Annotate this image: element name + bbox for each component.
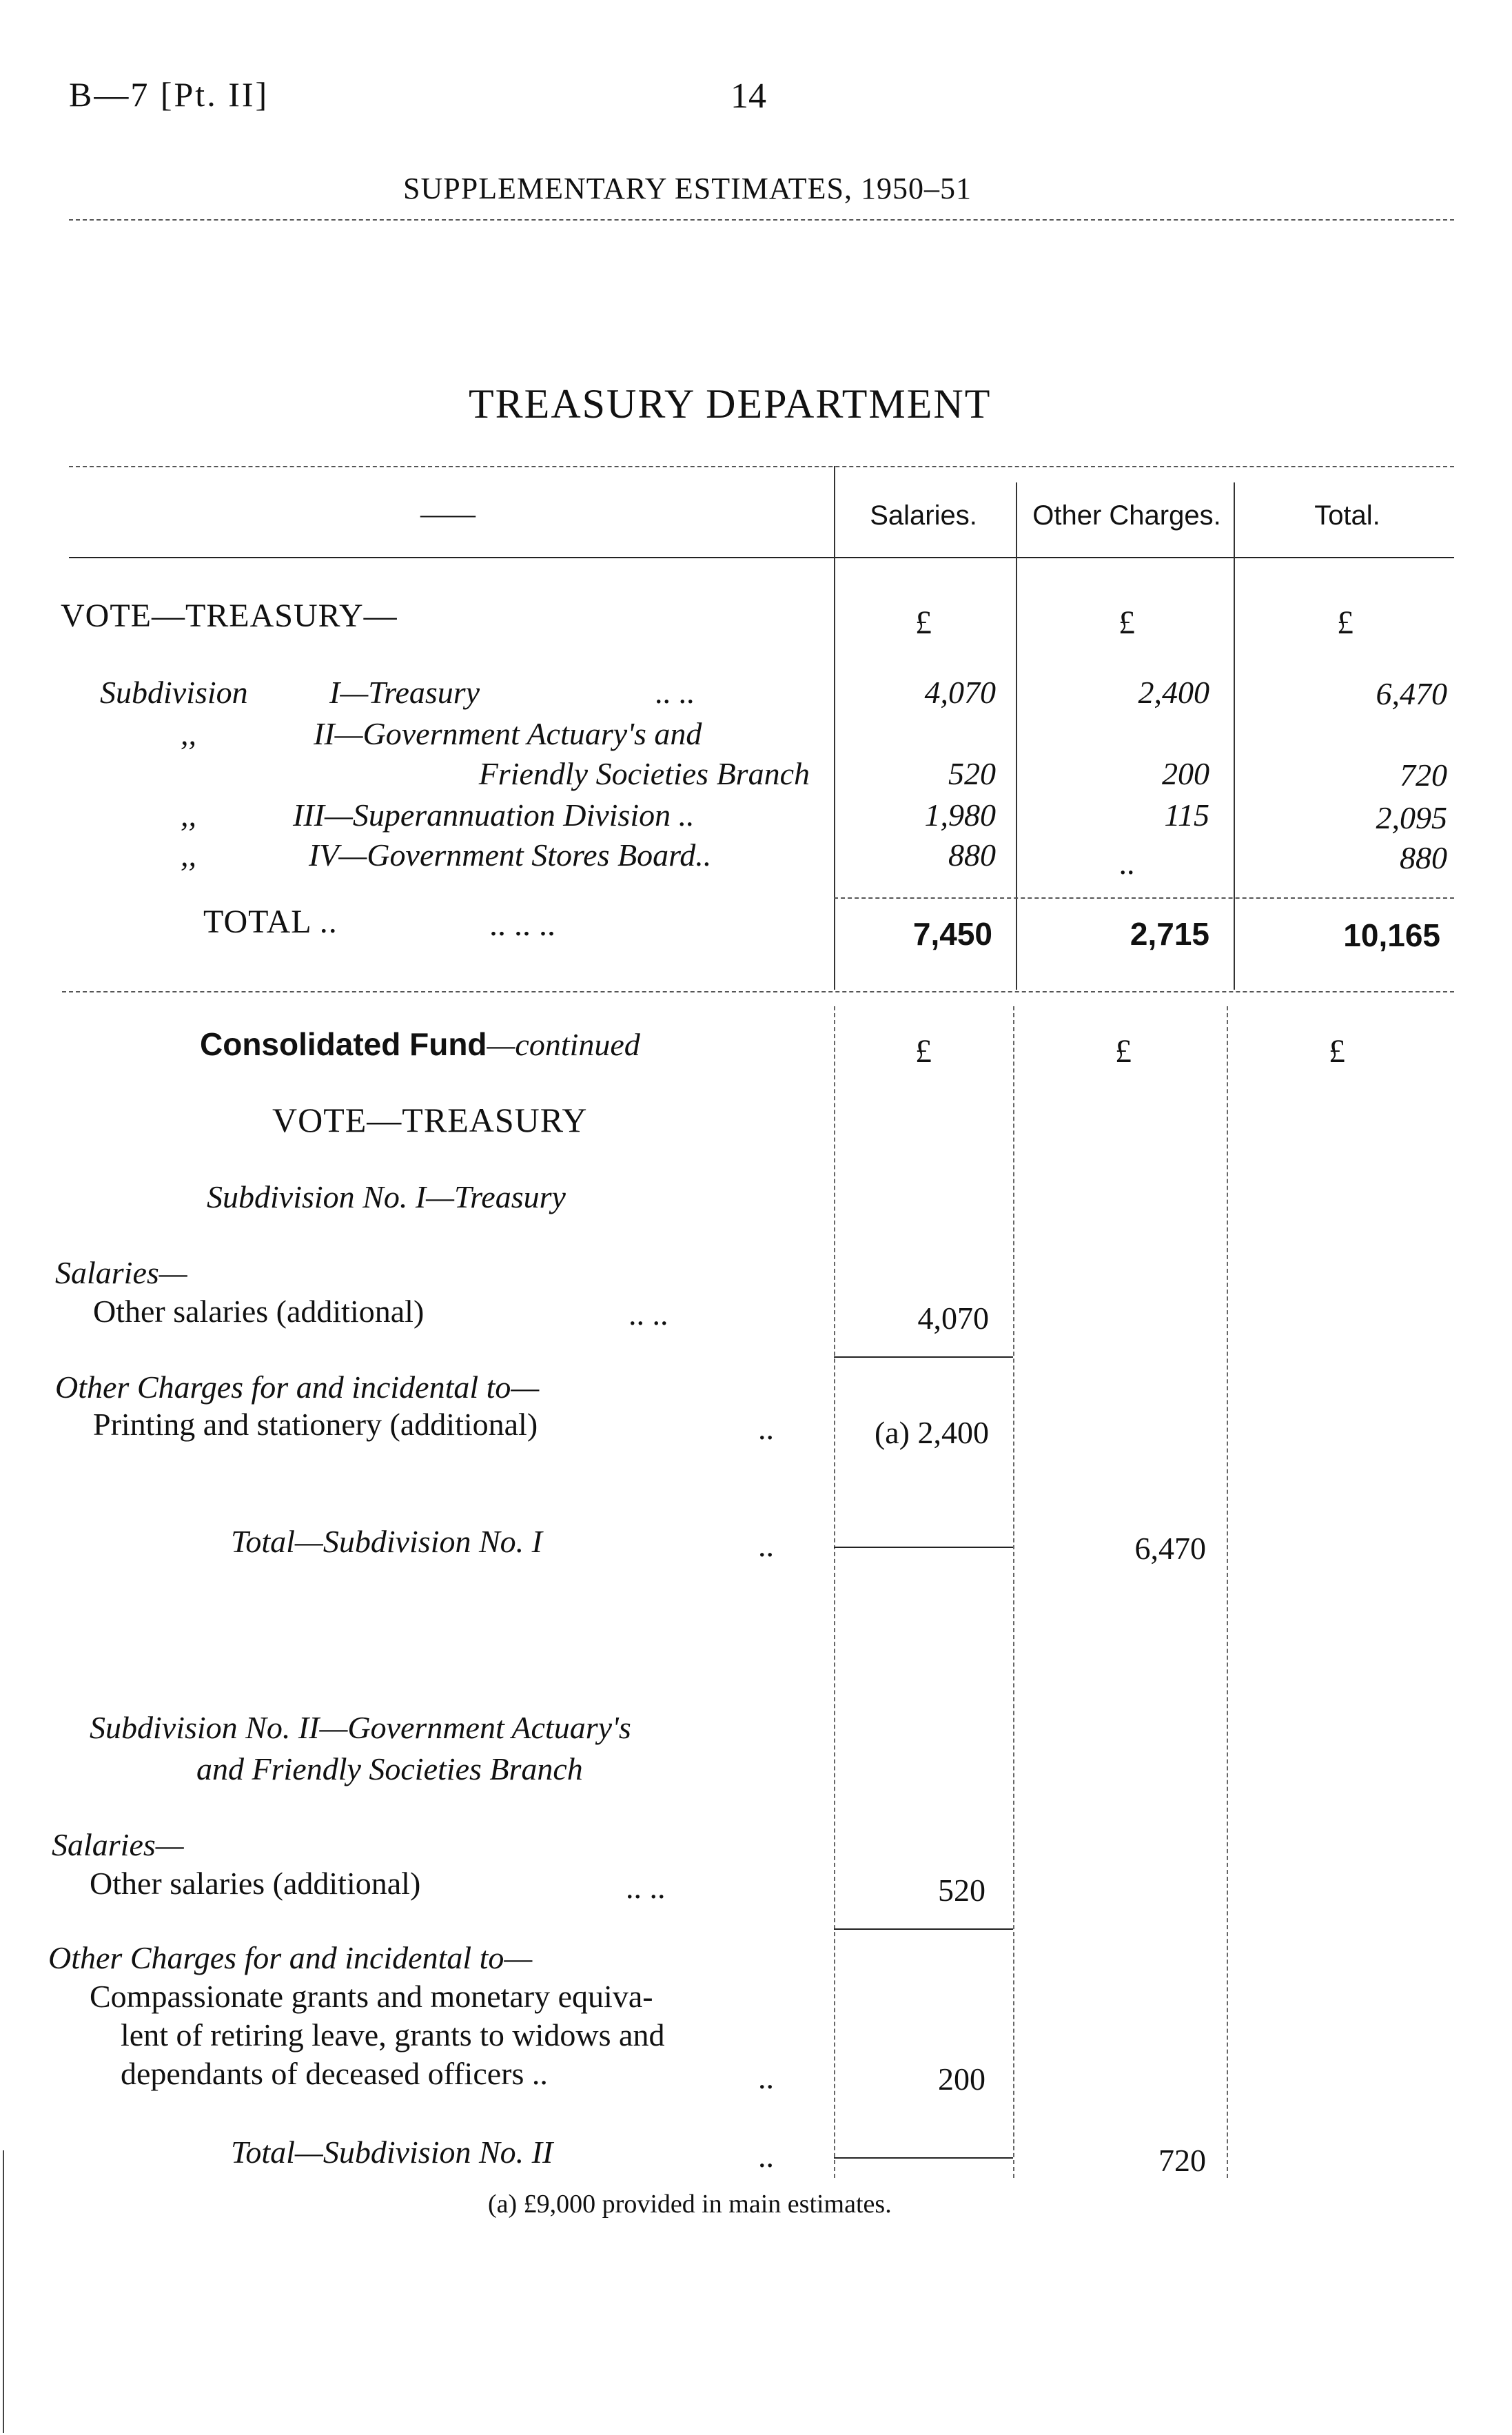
sub1-heading: Subdivision No. I—Treasury	[207, 1179, 566, 1214]
sub1-charges-dots: ..	[758, 1411, 774, 1446]
summary-row-salaries: 1,980	[924, 797, 996, 833]
fund-heading-italic: —continued	[487, 1027, 640, 1062]
summary-row-total: 6,470	[1376, 676, 1447, 711]
col-line-1	[834, 466, 835, 990]
summary-row-total: 880	[1400, 840, 1447, 875]
sub2-salaries-value: 520	[938, 1873, 985, 1908]
sub2-total-rule	[834, 2157, 1013, 2159]
sub2-charges-line2: lent of retiring leave, grants to widows and	[121, 2017, 665, 2052]
header-rule	[69, 219, 1454, 221]
summary-row-prefix: ,,	[181, 797, 196, 833]
summary-currency-salaries: £	[915, 604, 932, 641]
summary-row-label: III—Superannuation Division ..	[293, 797, 695, 833]
summary-currency-other: £	[1118, 604, 1135, 641]
fund-heading-bold: Consolidated Fund	[200, 1026, 487, 1062]
table-header-rule	[69, 557, 1454, 558]
detail-currency-other: £	[1115, 1033, 1132, 1070]
summary-row-salaries: 520	[948, 756, 996, 791]
col-line-3	[1234, 482, 1235, 990]
sub2-salaries-label: Salaries—	[52, 1827, 184, 1862]
summary-bottom-rule	[62, 991, 1454, 992]
summary-row-other: 115	[1164, 797, 1209, 833]
sub2-heading-line2: and Friendly Societies Branch	[196, 1751, 583, 1786]
summary-row-label: II—Government Actuary's and	[314, 716, 702, 751]
detail-col-line-1	[834, 1006, 835, 2178]
summary-row-total: 720	[1400, 757, 1447, 793]
summary-row-salaries: 4,070	[924, 675, 996, 710]
sub2-total-label: Total—Subdivision No. II	[231, 2135, 553, 2170]
summary-row-label-continued: Friendly Societies Branch	[478, 756, 810, 791]
sub1-charges-label: Other Charges for and incidental to—	[55, 1369, 540, 1405]
summary-total-salaries: 7,450	[912, 916, 992, 952]
summary-total-total: 10,165	[1343, 917, 1440, 953]
summary-vote-label: VOTE—TREASURY—	[61, 598, 398, 634]
col-header-salaries: Salaries.	[870, 500, 977, 531]
summary-row-dots: .. ..	[655, 675, 695, 710]
sub2-charges-label: Other Charges for and incidental to—	[48, 1940, 533, 1975]
sub1-total-label: Total—Subdivision No. I	[231, 1524, 542, 1559]
fund-heading	[200, 1026, 640, 1063]
document-code: B—7 [Pt. II]	[69, 75, 269, 114]
sub1-salaries-rule	[834, 1356, 1013, 1358]
detail-currency-total: £	[1329, 1033, 1345, 1070]
sub2-salaries-rule	[834, 1928, 1013, 1930]
sub1-salaries-label: Salaries—	[55, 1255, 187, 1290]
summary-row-total: 2,095	[1376, 800, 1447, 835]
summary-row-label: I—Treasury	[329, 675, 480, 710]
detail-currency-salaries: £	[915, 1033, 932, 1070]
summary-total-label: TOTAL ..	[203, 904, 338, 940]
detail-vote-heading: VOTE—TREASURY	[272, 1101, 588, 1139]
sub2-charges-value: 200	[938, 2061, 985, 2097]
summary-total-dots: .. .. ..	[489, 906, 555, 943]
summary-row-other: 2,400	[1138, 675, 1209, 710]
table-top-rule	[69, 466, 1454, 467]
summary-row-other: ..	[1118, 846, 1135, 881]
sub1-salaries-value: 4,070	[917, 1301, 989, 1336]
sub2-heading-line1: Subdivision No. II—Government Actuary's	[90, 1710, 631, 1745]
page-number: 14	[731, 77, 766, 116]
summary-row-salaries: 880	[948, 837, 996, 873]
department-title: TREASURY DEPARTMENT	[469, 381, 992, 427]
summary-total-other: 2,715	[1130, 916, 1209, 952]
sub1-total-rule	[834, 1547, 1013, 1548]
sub2-charges-line3: dependants of deceased officers ..	[121, 2056, 548, 2091]
col-line-2	[1016, 482, 1017, 990]
footnote: (a) £9,000 provided in main estimates.	[488, 2190, 892, 2219]
summary-row-prefix: ,,	[181, 837, 196, 873]
summary-row-prefix: ,,	[181, 716, 196, 751]
sub2-charges-dots: ..	[758, 2060, 774, 2095]
sub1-total-value: 6,470	[1134, 1531, 1206, 1566]
page-edge-line	[3, 2150, 4, 2433]
col-header-other-charges: Other Charges.	[1032, 500, 1221, 531]
sub1-total-dots: ..	[758, 1528, 774, 1563]
sub1-charges-value: (a) 2,400	[874, 1415, 989, 1450]
col-header-total: Total.	[1314, 500, 1380, 531]
running-title: SUPPLEMENTARY ESTIMATES, 1950–51	[403, 172, 972, 205]
summary-row-prefix: Subdivision	[100, 675, 248, 710]
sub1-charges-item: Printing and stationery (additional)	[93, 1407, 538, 1442]
sub1-salaries-item: Other salaries (additional)	[93, 1294, 425, 1329]
sub2-total-dots: ..	[758, 2139, 774, 2174]
summary-row-other: 200	[1162, 756, 1209, 791]
summary-total-rule	[834, 897, 1454, 899]
detail-col-line-2	[1013, 1006, 1014, 2178]
sub2-charges-line1: Compassionate grants and monetary equiva-	[90, 1979, 653, 2014]
summary-row-label: IV—Government Stores Board..	[309, 837, 712, 873]
detail-col-line-3	[1227, 1006, 1228, 2178]
sub2-total-value: 720	[1158, 2143, 1206, 2178]
sub1-salaries-dots: .. ..	[629, 1296, 668, 1332]
summary-currency-total: £	[1337, 604, 1353, 641]
sub2-salaries-dots: .. ..	[626, 1870, 666, 1905]
sub2-salaries-item: Other salaries (additional)	[90, 1866, 421, 1901]
col-blank-dash: ——	[420, 498, 476, 529]
